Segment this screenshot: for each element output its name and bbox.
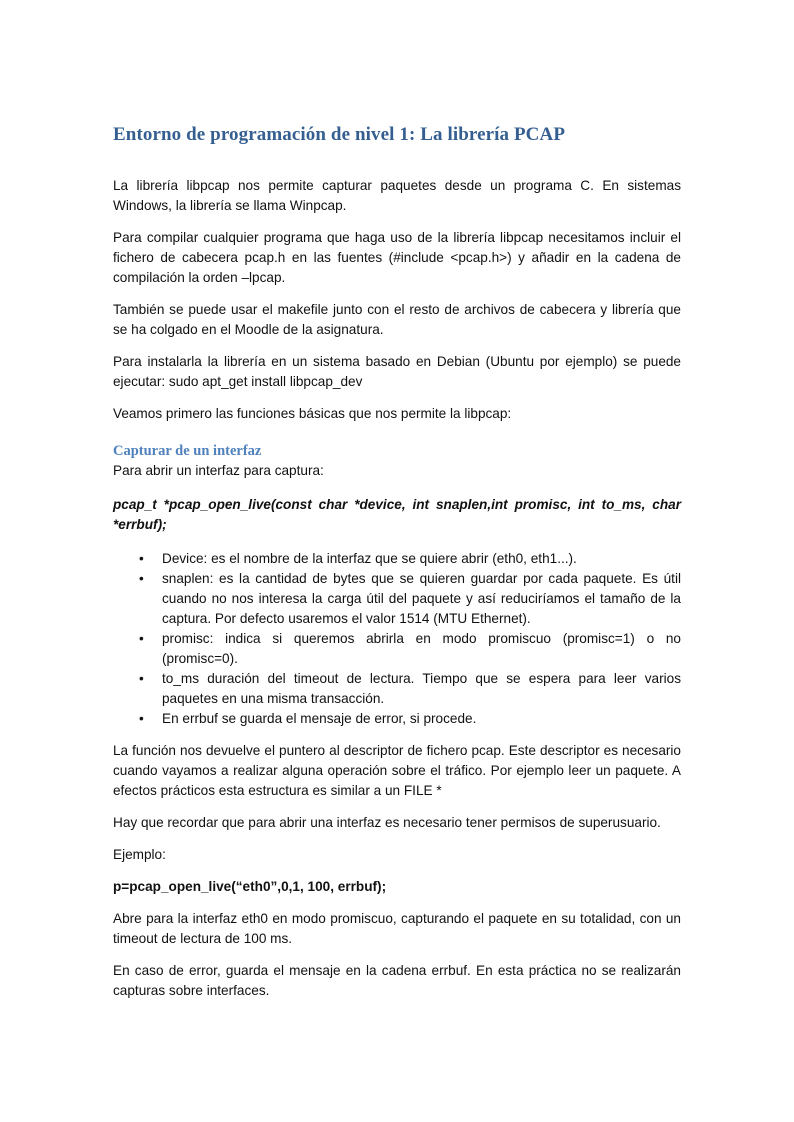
intro-paragraph-4: Para instalarla la librería en un sistema basado en Debian (Ubuntu por ejemplo) se puede ejecutar: sudo apt_get install libpcap_dev [113, 354, 681, 389]
example-code: p=pcap_open_live(“eth0”,0,1, 100, errbuf); [113, 879, 387, 894]
section-heading: Capturar de un interfaz [113, 443, 262, 459]
example-label: Ejemplo: [113, 847, 166, 862]
list-item-text: to_ms duración del timeout de lectura. Tiempo que se espera para leer varios paquetes en una misma transacción. [162, 671, 681, 706]
list-item [113, 709, 681, 729]
list-item [113, 549, 681, 569]
bullet-icon: • [139, 551, 144, 566]
bullet-icon: • [139, 671, 144, 686]
list-item-text: Device: es el nombre de la interfaz que se quiere abrir (eth0, eth1...). [162, 551, 577, 566]
intro-paragraph-1: La librería libpcap nos permite capturar paquetes desde un programa C. En sistemas Windows, la librería se llama Winpcap. [113, 178, 681, 213]
intro-paragraph-5: Veamos primero las funciones básicas que nos permite la libpcap: [113, 406, 512, 421]
list-item-text: snaplen: es la cantidad de bytes que se quieren guardar por cada paquete. Es útil cuando no nos interesa la carga útil del paquete y así reduciríamos el tamaño de la captura. Por defecto usaremos el valor 1514 (MTU Ethernet). [162, 571, 681, 626]
example-explanation: Abre para la interfaz eth0 en modo promiscuo, capturando el paquete en su totalidad, con un timeout de lectura de 100 ms. [113, 911, 681, 946]
bullet-icon: • [139, 571, 144, 586]
page-title: Entorno de programación de nivel 1: La librería PCAP [113, 124, 566, 145]
return-value-paragraph: La función nos devuelve el puntero al descriptor de fichero pcap. Este descriptor es necesario cuando vayamos a realizar alguna operación sobre el tráfico. Por ejemplo leer un paquete. A efectos prácticos esta estructura es similar a un FILE * [113, 743, 681, 798]
intro-paragraph-3: También se puede usar el makefile junto con el resto de archivos de cabecera y librería que se ha colgado en el Moodle de la asignatura. [113, 302, 681, 337]
document-page [113, 124, 681, 1013]
permissions-paragraph: Hay que recordar que para abrir una interfaz es necesario tener permisos de superusuario. [113, 815, 661, 830]
error-paragraph: En caso de error, guarda el mensaje en la cadena errbuf. En esta práctica no se realizarán capturas sobre interfaces. [113, 963, 681, 998]
list-item [113, 629, 681, 669]
bullet-icon: • [139, 711, 144, 726]
list-item-text: En errbuf se guarda el mensaje de error, si procede. [162, 711, 477, 726]
function-signature: pcap_t *pcap_open_live(const char *device, int snaplen,int promisc, int to_ms, char *errbuf); [113, 497, 681, 532]
section-intro: Para abrir un interfaz para captura: [113, 463, 324, 478]
parameter-list [113, 549, 681, 729]
list-item-text: promisc: indica si queremos abrirla en modo promiscuo (promisc=1) o no (promisc=0). [162, 631, 681, 666]
list-item [113, 569, 681, 629]
intro-paragraph-2: Para compilar cualquier programa que haga uso de la librería libpcap necesitamos incluir el fichero de cabecera pcap.h en las fuentes (#include <pcap.h>) y añadir en la cadena de compilación la orden –lpcap. [113, 230, 681, 285]
bullet-icon: • [139, 631, 144, 646]
list-item [113, 669, 681, 709]
